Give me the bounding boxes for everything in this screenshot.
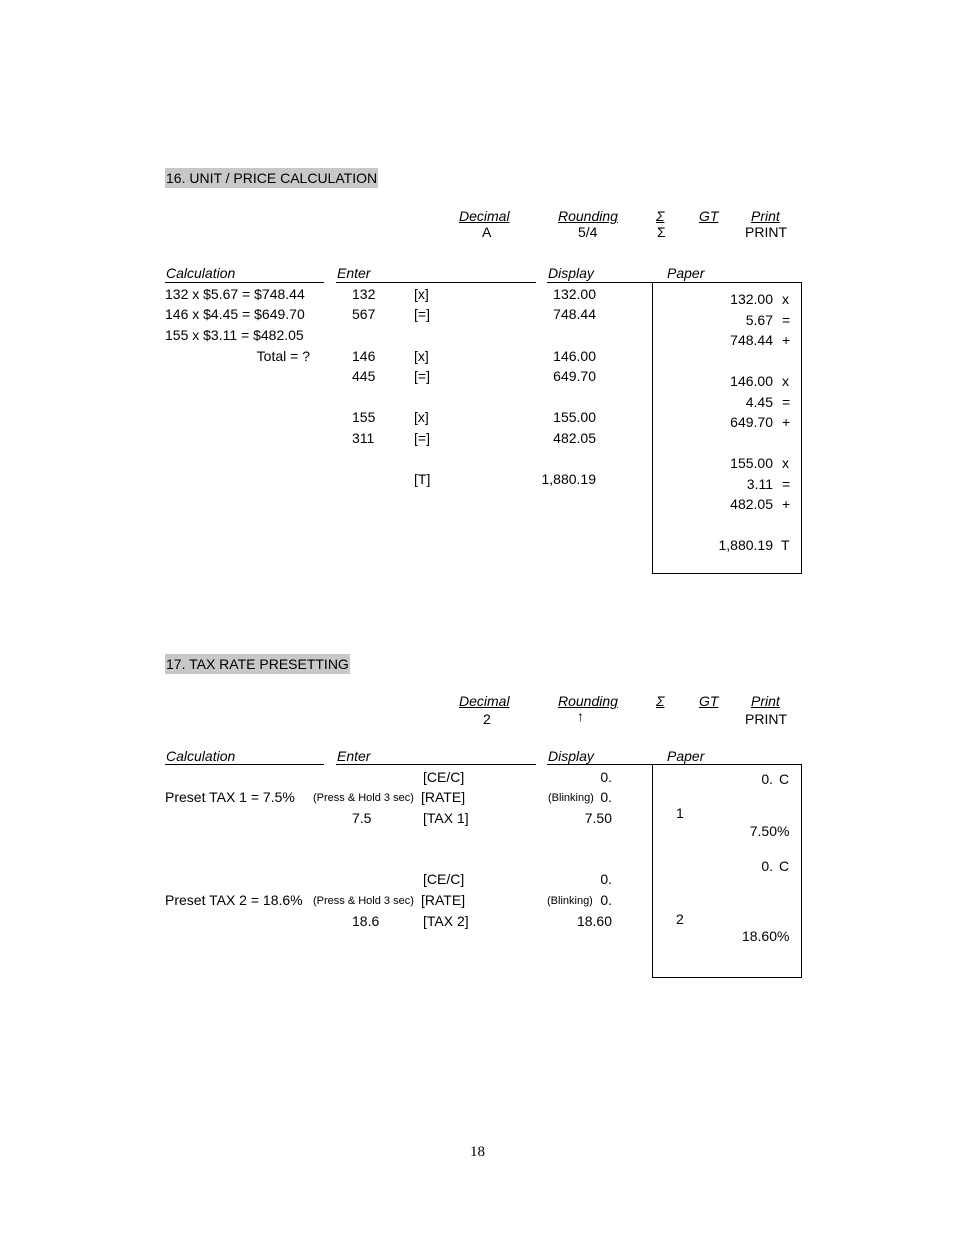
enter-key: [=] — [414, 306, 430, 322]
paper-number: 649.70 — [730, 414, 773, 430]
display-value: 0. — [600, 871, 612, 887]
paper-number: 0. — [761, 771, 773, 787]
press-hold-note: (Press & Hold 3 sec) — [313, 895, 414, 907]
display-underline — [547, 282, 653, 283]
enter-number: 146 — [352, 348, 376, 364]
paper-op: x — [782, 455, 789, 471]
enter-number: 567 — [352, 306, 376, 322]
display-value: 482.05 — [553, 430, 596, 446]
header-calculation: Calculation — [166, 748, 236, 764]
enter-key: [=] — [414, 368, 430, 384]
blinking-note: (Blinking) — [547, 895, 593, 907]
rounding-arrow-icon: ↑ — [577, 708, 584, 724]
paper-number: 18.60 — [741, 928, 777, 944]
page-number: 18 — [470, 1144, 485, 1160]
enter-key: [CE/C] — [423, 769, 465, 785]
print-label: Print — [751, 208, 780, 224]
header-enter: Enter — [337, 265, 371, 281]
enter-number: 155 — [352, 409, 376, 425]
print-value: PRINT — [745, 711, 787, 727]
display-value: 0. — [600, 789, 612, 805]
paper-number: 146.00 — [730, 373, 773, 389]
press-hold-note: (Press & Hold 3 sec) — [313, 792, 414, 804]
sigma-label: Σ — [656, 208, 665, 224]
display-value: 1,880.19 — [541, 471, 596, 487]
enter-key: [x] — [414, 409, 429, 425]
paper-number: 7.50 — [749, 823, 777, 839]
enter-key: [CE/C] — [423, 871, 465, 887]
paper-number: 1,880.19 — [718, 537, 773, 553]
rounding-label: Rounding — [558, 693, 618, 709]
enter-key: [RATE] — [421, 789, 466, 805]
display-value: 18.60 — [576, 913, 612, 929]
display-value: 155.00 — [553, 409, 596, 425]
paper-number: 3.11 — [746, 476, 773, 492]
header-enter: Enter — [337, 748, 371, 764]
paper-marker: 2 — [676, 911, 684, 927]
display-value: 0. — [600, 769, 612, 785]
enter-key: [=] — [414, 430, 430, 446]
paper-number: 748.44 — [730, 332, 773, 348]
decimal-label: Decimal — [459, 208, 510, 224]
blinking-note: (Blinking) — [548, 792, 594, 804]
paper-op: + — [782, 332, 791, 348]
paper-number: 132.00 — [730, 291, 773, 307]
sigma-value: Σ — [657, 224, 666, 240]
sigma-label: Σ — [656, 693, 665, 709]
header-display: Display — [548, 265, 594, 281]
paper-number: 5.67 — [745, 312, 773, 328]
display-value: 0. — [600, 892, 612, 908]
paper-number: 482.05 — [730, 496, 773, 512]
paper-op: C — [779, 771, 790, 787]
paper-marker: 1 — [676, 805, 684, 821]
enter-number: 445 — [352, 368, 376, 384]
gt-label: GT — [699, 208, 719, 224]
enter-number: 18.6 — [352, 913, 380, 929]
calc-underline — [165, 282, 324, 283]
paper-op: T — [781, 537, 790, 553]
display-value: 132.00 — [553, 286, 596, 302]
enter-underline — [336, 282, 536, 283]
enter-number: 7.5 — [352, 810, 372, 826]
display-value: 748.44 — [553, 306, 596, 322]
header-calculation: Calculation — [166, 265, 236, 281]
calc-underline — [165, 764, 324, 765]
calc-line: Total = ? — [256, 348, 310, 364]
calc-line: Preset TAX 1 = 7.5% — [165, 789, 295, 805]
calc-line: Preset TAX 2 = 18.6% — [165, 892, 303, 908]
rounding-value: 5/4 — [578, 224, 598, 240]
paper-op: x — [782, 291, 789, 307]
paper-op: % — [777, 823, 790, 839]
section-17-title: 17. TAX RATE PRESETTING — [166, 656, 349, 672]
display-value: 146.00 — [553, 348, 596, 364]
decimal-value: 2 — [483, 711, 491, 727]
header-paper: Paper — [667, 748, 705, 764]
paper-op: + — [782, 496, 791, 512]
paper-op: = — [782, 476, 791, 492]
display-value: 7.50 — [584, 810, 612, 826]
paper-op: + — [782, 414, 791, 430]
decimal-value: A — [482, 224, 492, 240]
calc-line: 146 x $4.45 = $649.70 — [165, 306, 305, 322]
calc-line: 155 x $3.11 = $482.05 — [165, 327, 304, 343]
display-underline — [547, 764, 653, 765]
paper-op: x — [782, 373, 789, 389]
enter-key: [T] — [414, 471, 431, 487]
section-16-title: 16. UNIT / PRICE CALCULATION — [166, 170, 378, 186]
paper-op: = — [782, 394, 791, 410]
enter-underline — [336, 764, 536, 765]
header-paper: Paper — [667, 265, 705, 281]
enter-number: 132 — [352, 286, 376, 302]
print-value: PRINT — [745, 224, 787, 240]
paper-op: = — [782, 312, 791, 328]
enter-key: [TAX 1] — [423, 810, 469, 826]
paper-op: C — [779, 858, 790, 874]
enter-key: [x] — [414, 286, 429, 302]
decimal-label: Decimal — [459, 693, 510, 709]
header-display: Display — [548, 748, 594, 764]
enter-key: [x] — [414, 348, 429, 364]
paper-op: % — [777, 928, 790, 944]
print-label: Print — [751, 693, 780, 709]
enter-key: [TAX 2] — [423, 913, 469, 929]
paper-number: 0. — [761, 858, 773, 874]
rounding-label: Rounding — [558, 208, 618, 224]
enter-key: [RATE] — [421, 892, 466, 908]
enter-number: 311 — [352, 430, 375, 446]
paper-number: 155.00 — [730, 455, 773, 471]
calc-line: 132 x $5.67 = $748.44 — [165, 286, 305, 302]
display-value: 649.70 — [553, 368, 596, 384]
gt-label: GT — [699, 693, 719, 709]
paper-number: 4.45 — [745, 394, 773, 410]
